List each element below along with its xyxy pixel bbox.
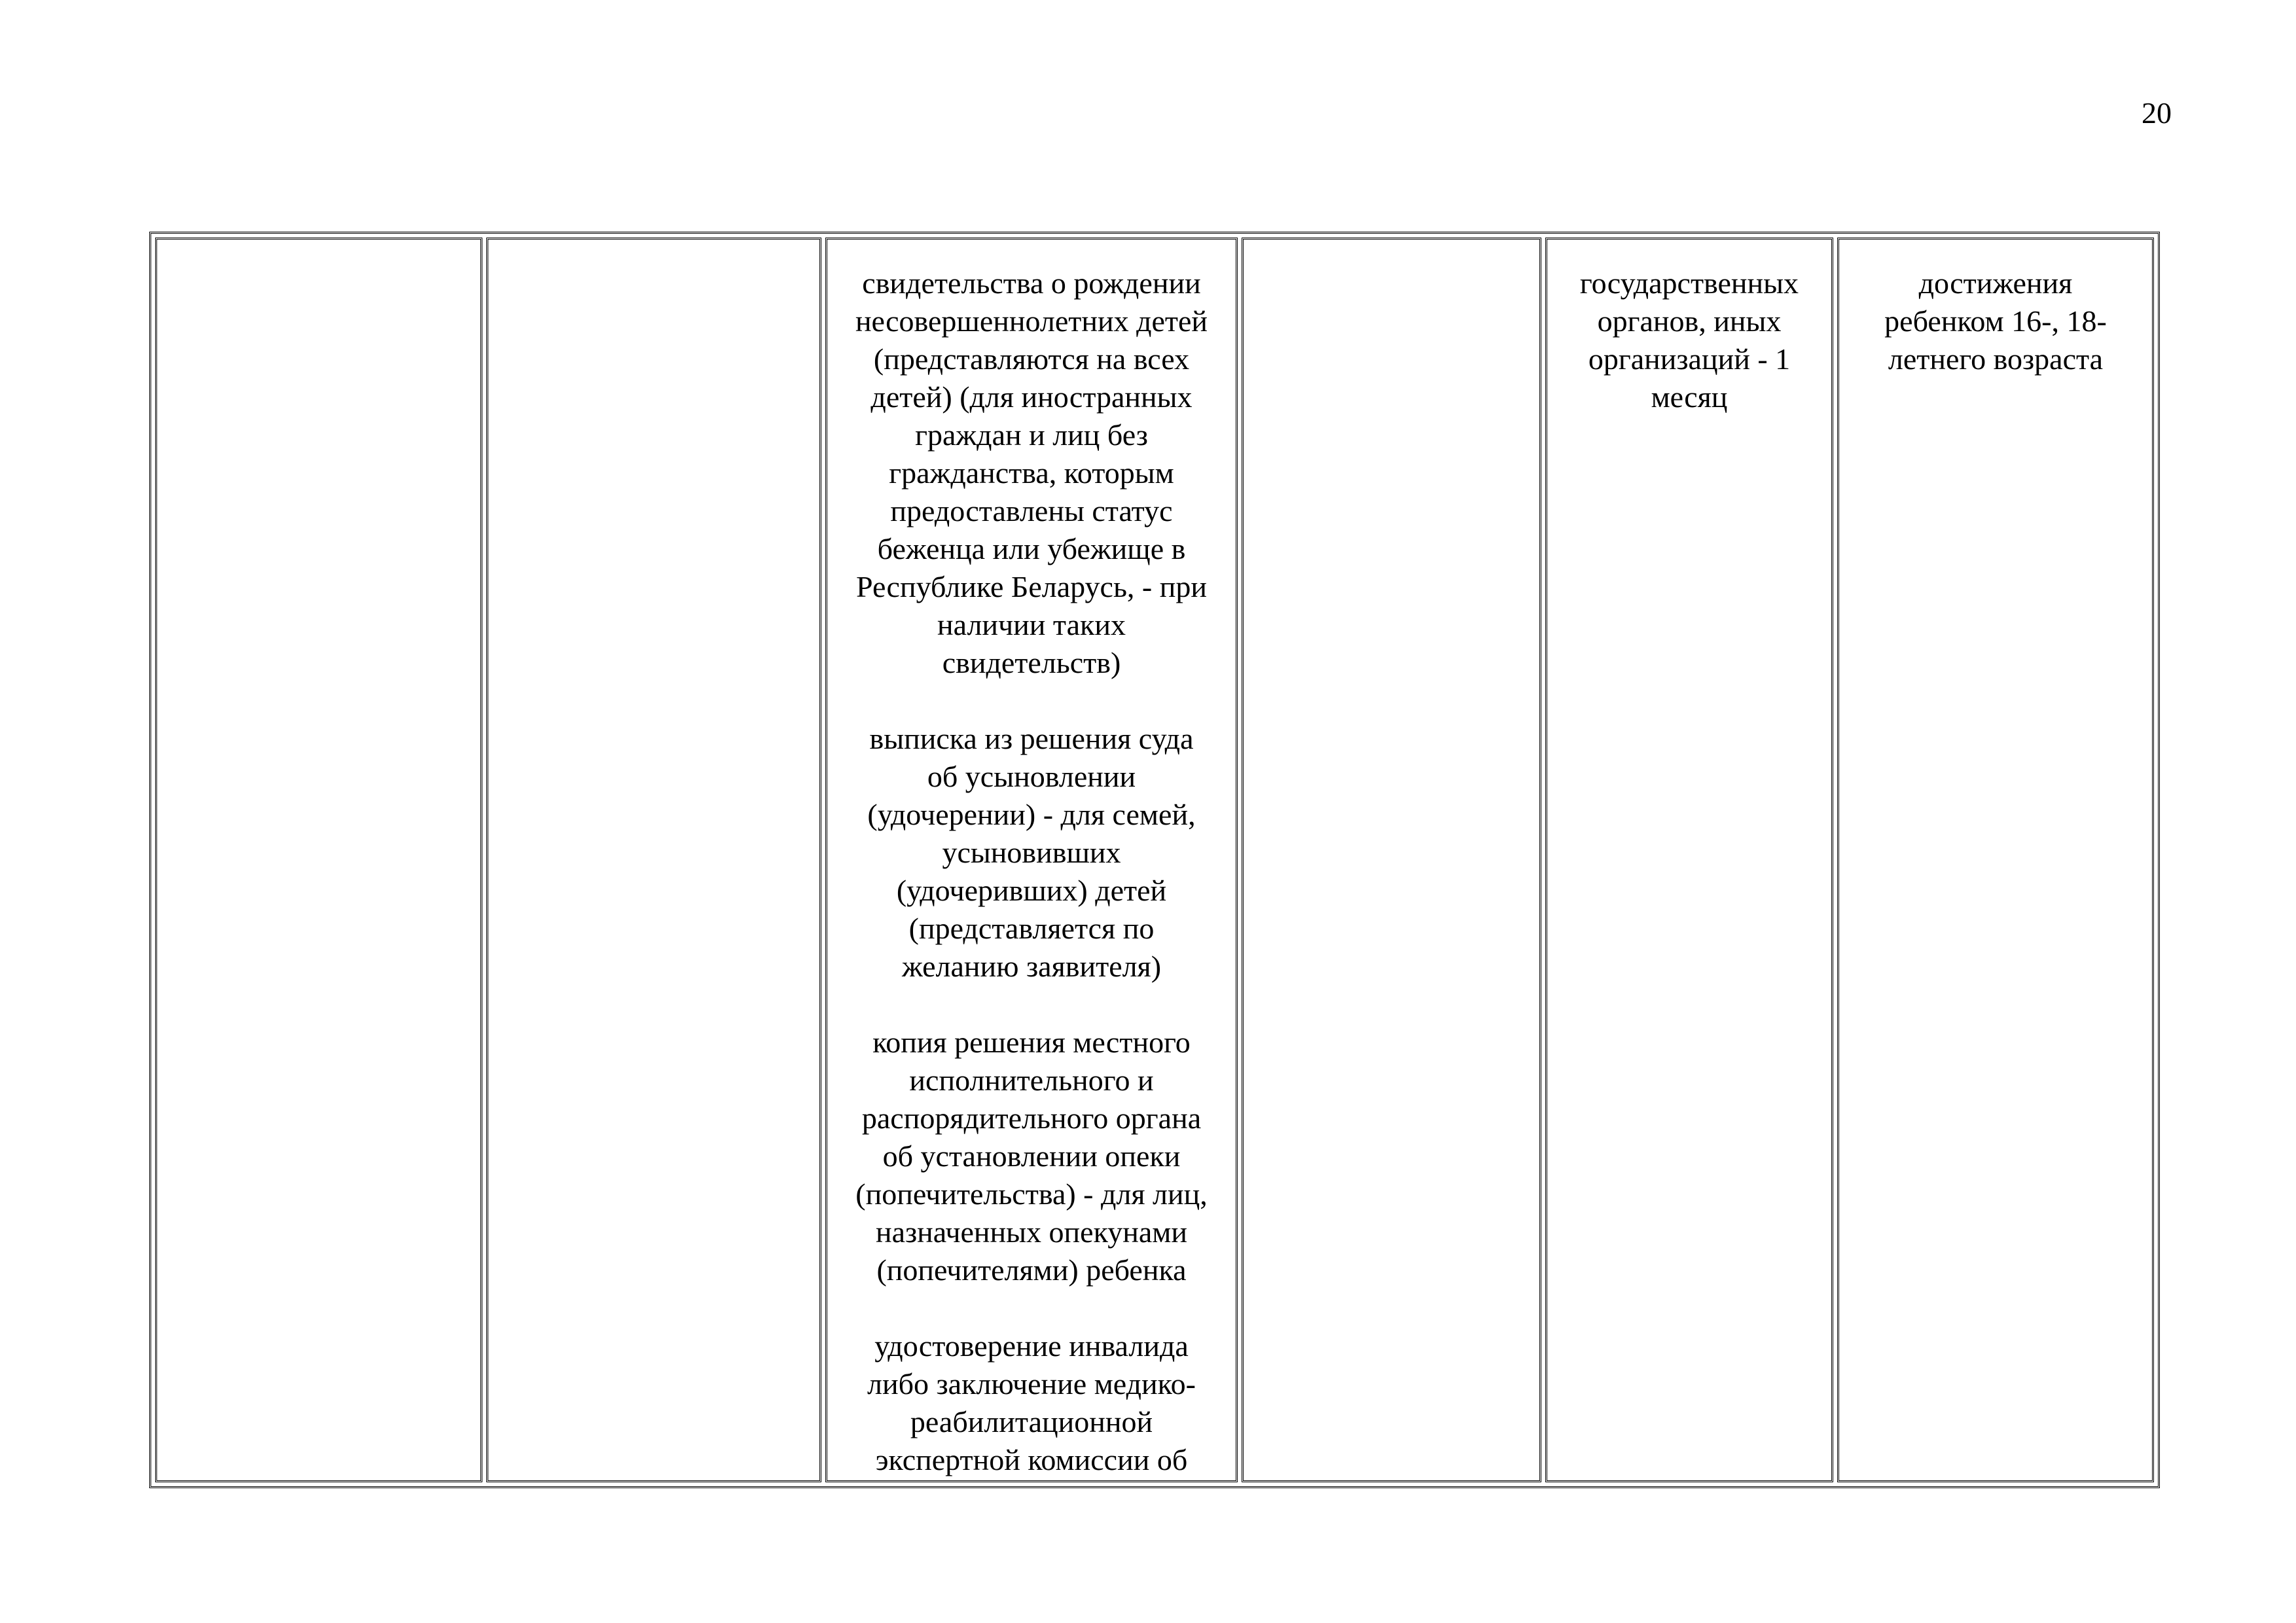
cell-documents — [825, 238, 1238, 1482]
document-item: свидетельства о рождении несовершеннолетних детей (представляются на всех детей) (для иностранных граждан и лиц без гражданства, которым предоставлены статус беженца или убежище в Республике Беларусь, - при наличии таких свидетельств) — [855, 266, 1208, 679]
procedure-table — [149, 232, 2160, 1488]
table-row — [155, 238, 2154, 1482]
cell-procedure-name — [155, 238, 482, 1482]
document-item: выписка из решения суда об усыновлении (удочерении) - для семей, усыновивших (удочеривших) детей (представляется по желанию заявителя) — [867, 722, 1196, 983]
cell-fee — [1242, 238, 1541, 1482]
cell-authority — [486, 238, 821, 1482]
cell-validity — [1837, 238, 2154, 1482]
cell-term — [1545, 238, 1833, 1482]
document-item: удостоверение инвалида либо заключение медико- реабилитационной экспертной комиссии об — [867, 1329, 1196, 1476]
term-text: государственных органов, иных организаций - 1 месяц — [1579, 266, 1799, 414]
document-item: копия решения местного исполнительного и распорядительного органа об установлении опеки (попечительства) - для лиц, назначенных опекунами (попечителями) ребенка — [855, 1026, 1208, 1287]
validity-text: достижения ребенком 16-, 18- летнего возраста — [1884, 266, 2107, 376]
page-number: 20 — [2142, 96, 2172, 130]
